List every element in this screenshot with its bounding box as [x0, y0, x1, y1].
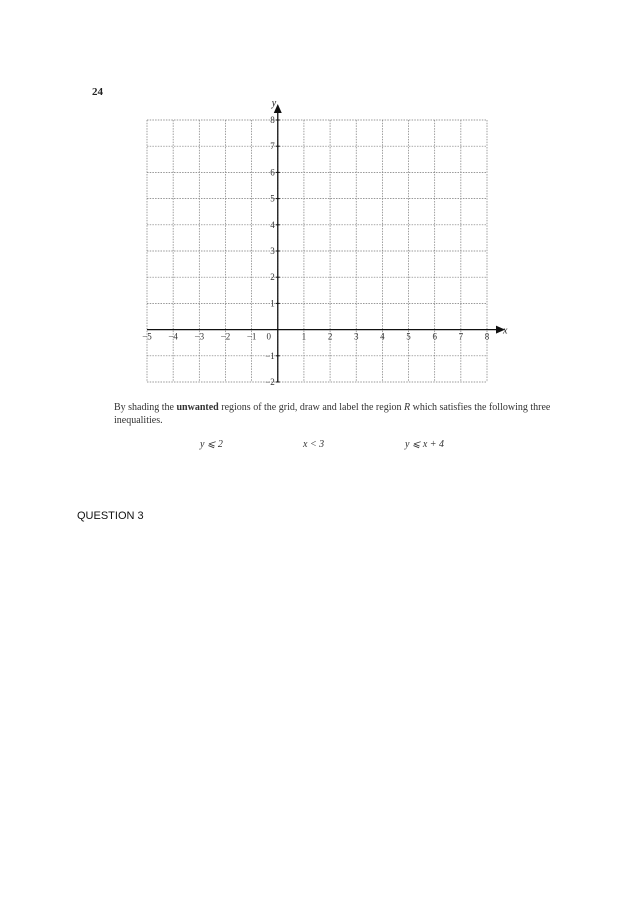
- region-label: R: [403, 402, 411, 413]
- instructions-text-1: By shading the: [114, 402, 177, 413]
- x-tick-label: 1: [301, 331, 307, 342]
- y-tick-label: 8: [270, 115, 275, 125]
- y-tick-label: −2: [265, 377, 275, 387]
- instructions-text-2: regions of the grid, draw and label the region: [218, 402, 404, 413]
- x-tick-label: 5: [406, 331, 411, 342]
- x-tick-label: 4: [380, 331, 385, 342]
- inequality-2: x < 3: [303, 439, 325, 450]
- x-tick-label: 0: [266, 331, 272, 342]
- y-tick-label: 3: [270, 246, 275, 256]
- instructions-text-3: which satisfies the following three inequalities.: [114, 402, 551, 426]
- x-tick-label: −1: [246, 331, 257, 342]
- x-tick-label: 2: [327, 331, 333, 342]
- x-tick-label: −3: [194, 331, 205, 342]
- instructions-bold-word: unwanted: [176, 402, 219, 413]
- x-tick-label: 3: [353, 331, 359, 342]
- x-tick-label: 7: [458, 331, 464, 342]
- y-tick-label: 7: [270, 141, 275, 152]
- question-instructions: [114, 402, 564, 427]
- y-tick-label: 6: [270, 167, 275, 178]
- x-tick-label: −4: [168, 331, 178, 342]
- inequality-3: y ⩽ x + 4: [405, 439, 445, 450]
- y-tick-label: −1: [265, 350, 275, 361]
- inequality-1: y ⩽ 2: [200, 439, 223, 450]
- x-tick-label: 8: [484, 331, 490, 342]
- y-tick-label: 4: [270, 219, 275, 230]
- x-axis-label: x: [503, 325, 508, 337]
- y-tick-label: 1: [270, 298, 275, 309]
- question-number: 24: [92, 86, 103, 98]
- next-question-label: QUESTION 3: [77, 510, 144, 522]
- y-tick-label: 2: [270, 272, 275, 283]
- x-tick-label: −5: [142, 331, 152, 342]
- y-axis-label: y: [271, 98, 277, 109]
- x-tick-label: 6: [432, 331, 437, 342]
- y-tick-label: 5: [270, 193, 275, 204]
- x-tick-label: −2: [220, 331, 231, 342]
